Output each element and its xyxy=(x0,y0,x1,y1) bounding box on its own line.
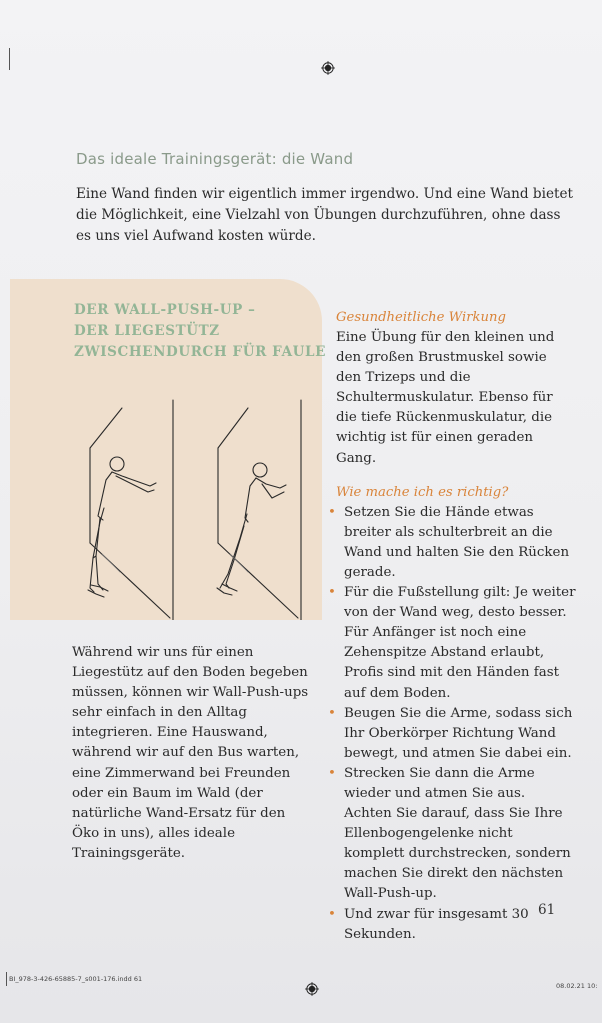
wall-push-up-illustration xyxy=(60,388,322,620)
exercise-title-line-1: DER WALL-PUSH-UP – xyxy=(74,302,256,318)
list-item: • Strecken Sie dann die Arme wieder und atmen Sie aus. Achten Sie darauf, dass Sie Ihre Ellenbogengelenke nicht komplett durchstrecken, sondern machen Sie direkt den nächsten Wall-Push-up. xyxy=(336,764,576,905)
list-item: • Setzen Sie die Hände etwas breiter als schulterbreit an die Wand und halten Sie den Rücken gerade. xyxy=(336,503,576,583)
list-item: • Und zwar für insgesamt 30 Sekunden. xyxy=(336,905,576,945)
registration-mark-icon xyxy=(321,61,335,75)
body-text-left: Während wir uns für einen Liegestütz auf den Boden begeben müssen, können wir Wall-Push-ups sehr einfach in den Alltag integrieren. Eine Hauswand, während wir auf den Bus warten, eine Zimmerwand bei Freunden oder ein Baum im Wald (der natürliche Wand-Ersatz für den Öko in uns), alles ideale Trainingsgeräte. xyxy=(72,645,309,861)
subheading-how-to: Wie mache ich es richtig? xyxy=(336,484,509,500)
print-slug-file: BI_978-3-426-65885-7_s001-176.indd 61 xyxy=(9,975,143,983)
crop-mark xyxy=(9,48,10,70)
subheading-health-effect: Gesundheitliche Wirkung xyxy=(336,310,506,325)
intro-paragraph: Eine Wand finden wir eigentlich immer irgendwo. Und eine Wand bietet die Möglichkeit, eine Vielzahl von Übungen durchzuführen, ohne dass es uns viel Aufwand kosten würde. xyxy=(76,186,574,244)
page-number: 61 xyxy=(538,902,556,918)
exercise-title-line-2: DER LIEGESTÜTZ xyxy=(74,323,220,339)
section-heading: Das ideale Trainingsgerät: die Wand xyxy=(76,150,354,168)
print-slug-date: 08.02.21 10: xyxy=(556,982,598,990)
exercise-title xyxy=(74,300,326,363)
registration-mark-icon xyxy=(305,982,319,996)
health-effect-text: Eine Übung für den kleinen und den großen Brustmuskel sowie den Trizeps und die Schultermuskulatur. Ebenso für die tiefe Rückenmuskulatur, die wichtig ist für einen geraden Gang. xyxy=(336,330,555,466)
right-column xyxy=(336,308,576,945)
exercise-title-line-3: ZWISCHENDURCH FÜR FAULE xyxy=(74,344,327,360)
list-item: • Beugen Sie die Arme, sodass sich Ihr Oberkörper Richtung Wand bewegt, und atmen Sie dabei ein. xyxy=(336,704,576,764)
list-item: • Für die Fußstellung gilt: Je weiter von der Wand weg, desto besser. Für Anfänger ist noch eine Zehenspitze Abstand erlaubt, Profis sind mit den Händen fast auf dem Boden. xyxy=(336,583,576,704)
instruction-list xyxy=(336,503,576,945)
